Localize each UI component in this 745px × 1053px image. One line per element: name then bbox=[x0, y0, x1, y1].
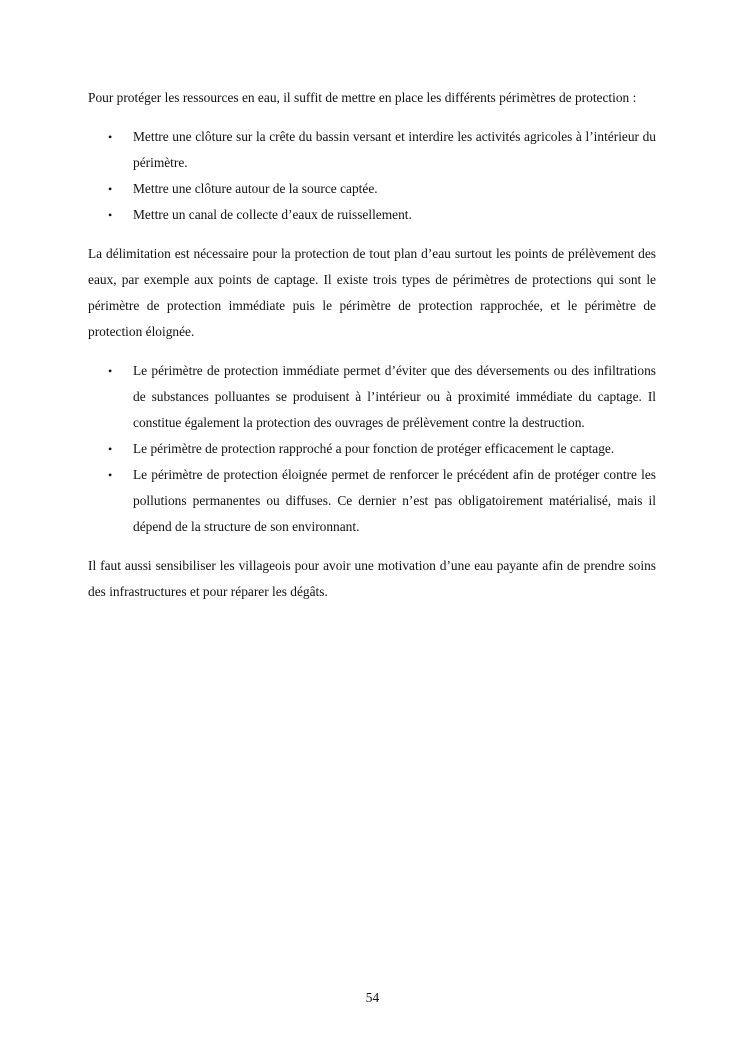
intro-paragraph: Pour protéger les ressources en eau, il suffit de mettre en place les différents périmètres de protection : bbox=[88, 90, 637, 105]
bullet-icon: • bbox=[108, 442, 113, 456]
list-item-text: Mettre une clôture autour de la source captée. bbox=[133, 181, 378, 196]
page-content bbox=[88, 85, 656, 605]
page-number: 54 bbox=[365, 990, 380, 1005]
protection-measures-list bbox=[88, 124, 656, 228]
perimeter-types-list bbox=[88, 358, 656, 540]
list-item bbox=[88, 176, 656, 202]
list-item-text: Le périmètre de protection rapproché a pour fonction de protéger efficacement le captage. bbox=[133, 441, 615, 456]
list-item bbox=[88, 124, 656, 176]
delimitation-paragraph: La délimitation est nécessaire pour la protection de tout plan d’eau surtout les points de prélèvement des eaux, par exemple aux points de captage. Il existe trois types de périmètres de protections qui sont le périmètre de protection immédiate puis le périmètre de protection rapprochée, et le périmètre de protection éloignée. bbox=[88, 246, 656, 339]
list-item-text: Mettre un canal de collecte d’eaux de ruissellement. bbox=[133, 207, 412, 222]
list-item bbox=[88, 358, 656, 436]
list-item-text: Mettre une clôture sur la crête du bassin versant et interdire les activités agricoles à l’intérieur du périmètre. bbox=[133, 129, 656, 170]
awareness-paragraph: Il faut aussi sensibiliser les villageois pour avoir une motivation d’une eau payante afin de prendre soins des infrastructures et pour réparer les dégâts. bbox=[88, 558, 656, 599]
bullet-icon: • bbox=[108, 130, 113, 144]
list-item-text: Le périmètre de protection immédiate permet d’éviter que des déversements ou des infiltrations de substances polluantes se produisent à l’intérieur ou à proximité immédiate du captage. Il constitue également la protection des ouvrages de prélèvement contre la destruction. bbox=[133, 363, 656, 430]
list-item bbox=[88, 436, 656, 462]
bullet-icon: • bbox=[108, 468, 113, 482]
list-item-text: Le périmètre de protection éloignée permet de renforcer le précédent afin de protéger contre les pollutions permanentes ou diffuses. Ce dernier n’est pas obligatoirement matérialisé, mais il dépend de la structure de son environnant. bbox=[133, 467, 656, 534]
bullet-icon: • bbox=[108, 208, 113, 222]
list-item bbox=[88, 462, 656, 540]
bullet-icon: • bbox=[108, 364, 113, 378]
bullet-icon: • bbox=[108, 182, 113, 196]
list-item bbox=[88, 202, 656, 228]
